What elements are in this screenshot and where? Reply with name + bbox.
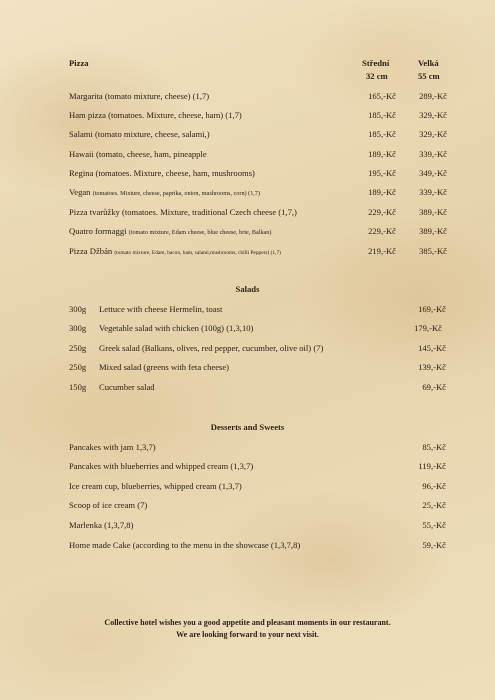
pizza-price-large: 389,-Kč (419, 207, 447, 217)
pizza-name: Ham pizza (tomatoes. Mixture, cheese, ham) (1,7) (69, 110, 242, 120)
dessert-price: 119,-Kč (418, 461, 446, 471)
pizza-price-large: 329,-Kč (419, 129, 447, 139)
pizza-price-large: 389,-Kč (419, 226, 447, 236)
dessert-name: Pancakes with blueberries and whipped cream (1,3,7) (69, 461, 254, 471)
salad-price: 139,-Kč (418, 362, 446, 372)
pizza-price-large: 385,-Kč (419, 246, 447, 256)
salads-heading: Salads (235, 284, 260, 294)
dessert-price: 55,-Kč (422, 520, 446, 530)
pizza-price-medium: 229,-Kč (368, 207, 396, 217)
salad-name: Greek salad (Balkans, olives, red pepper, cucumber, olive oil) (7) (99, 343, 324, 353)
pizza-ingredients: (tomatoes. Mixture, cheese, paprika, onion, mushrooms, corn) (1,7) (92, 190, 261, 197)
medium-size-label: 32 cm (366, 71, 388, 81)
pizza-ingredients: (tomato mixture, Edam cheese, blue cheese, brie, Balkan) (128, 229, 272, 236)
pizza-price-large: 289,-Kč (419, 91, 447, 101)
salad-weight: 250g (69, 343, 87, 353)
pizza-price-medium: 229,-Kč (368, 226, 396, 236)
pizza-price-medium: 219,-Kč (368, 246, 396, 256)
salad-name: Lettuce with cheese Hermelin, toast (99, 304, 223, 314)
pizza-heading: Pizza (69, 58, 89, 68)
dessert-price: 85,-Kč (422, 442, 446, 452)
salad-weight: 250g (69, 362, 87, 372)
pizza-price-large: 349,-Kč (419, 168, 447, 178)
salad-weight: 150g (69, 382, 87, 392)
pizza-price-large: 329,-Kč (419, 110, 447, 120)
dessert-price: 59,-Kč (422, 540, 446, 550)
pizza-price-large: 339,-Kč (419, 149, 447, 159)
salad-weight: 300g (69, 304, 87, 314)
desserts-heading: Desserts and Sweets (210, 422, 285, 432)
salad-name: Cucumber salad (99, 382, 155, 392)
pizza-name: Regina (tomatoes. Mixture, cheese, ham, mushrooms) (69, 168, 255, 178)
dessert-price: 25,-Kč (422, 500, 446, 510)
salad-price: 69,-Kč (422, 382, 446, 392)
salad-price: 179,-Kč (414, 323, 442, 333)
dessert-price: 96,-Kč (422, 481, 446, 491)
dessert-name: Marlenka (1,3,7,8) (69, 520, 134, 530)
pizza-name: Pizza Džbán (69, 246, 113, 256)
pizza-ingredients: (tomato mixture, Edam, bacon, ham, salami,mushrooms, chilli Peppers) (1,7) (114, 250, 281, 256)
dessert-name: Home made Cake (according to the menu in the showcase (1,3,7,8) (69, 540, 301, 550)
pizza-name: Margarita (tomato mixture, cheese) (1,7) (69, 91, 210, 101)
large-size-label: 55 cm (418, 71, 440, 81)
pizza-name-row (69, 226, 271, 238)
pizza-name: Vegan (69, 187, 91, 197)
dessert-name: Scoop of ice cream (7) (69, 500, 148, 510)
pizza-price-medium: 195,-Kč (368, 168, 396, 178)
pizza-price-medium: 185,-Kč (368, 110, 396, 120)
dessert-name: Pancakes with jam 1,3,7) (69, 442, 156, 452)
pizza-name-row (69, 187, 260, 199)
pizza-name: Salami (tomato mixture, cheese, salami,) (69, 129, 210, 139)
footer-farewell: We are looking forward to your next visit. (176, 630, 319, 639)
pizza-price-medium: 185,-Kč (368, 129, 396, 139)
pizza-price-medium: 189,-Kč (368, 187, 396, 197)
salad-name: Mixed salad (greens with feta cheese) (99, 362, 230, 372)
pizza-name: Pizza tvarůžky (tomatoes. Mixture, traditional Czech cheese (1,7,) (69, 207, 297, 217)
pizza-price-medium: 189,-Kč (368, 149, 396, 159)
footer-greeting: Collective hotel wishes you a good appetite and pleasant moments in our restaurant. (104, 618, 391, 627)
large-column-header: Velká (418, 58, 439, 68)
pizza-price-medium: 165,-Kč (368, 91, 396, 101)
pizza-name: Hawaii (tomato, cheese, ham, pineapple (69, 149, 207, 159)
medium-column-header: Střední (362, 58, 390, 68)
salad-name: Vegetable salad with chicken (100g) (1,3,10) (99, 323, 254, 333)
salad-price: 145,-Kč (418, 343, 446, 353)
pizza-price-large: 339,-Kč (419, 187, 447, 197)
pizza-name-row (69, 246, 281, 259)
salad-weight: 300g (69, 323, 87, 333)
pizza-name: Quatro formaggi (69, 226, 127, 236)
dessert-name: Ice cream cup, blueberries, whipped cream (1,3,7) (69, 481, 242, 491)
salad-price: 169,-Kč (418, 304, 446, 314)
